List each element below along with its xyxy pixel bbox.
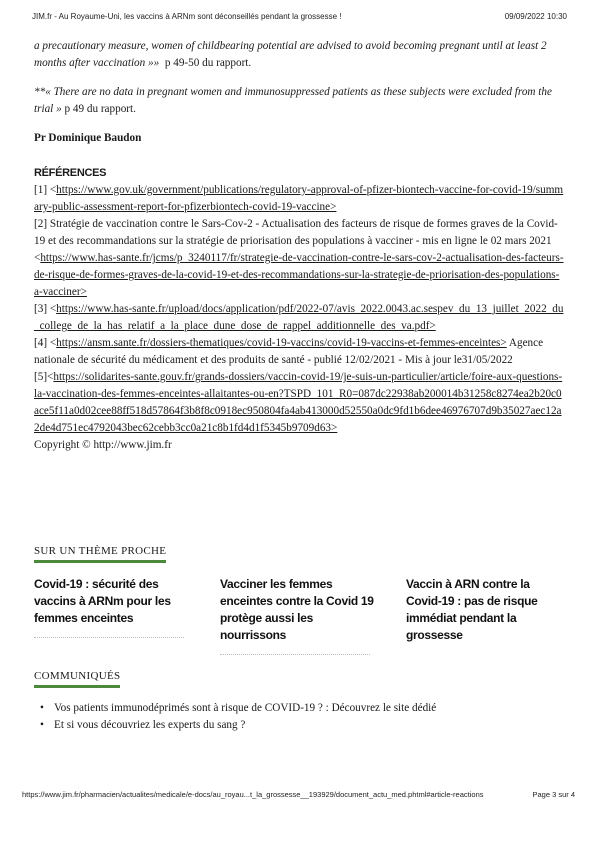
- related-section-title: SUR UN THÈME PROCHE: [34, 545, 166, 563]
- page-number: Page 3 sur 4: [532, 790, 575, 799]
- print-datetime: 09/09/2022 10:30: [504, 12, 567, 21]
- reference-3-link[interactable]: https://www.has-sante.fr/upload/docs/application/pdf/2022-07/avis_2022.0043.ac.sespev_du_13_juillet_2022_du_college_de_la_has_relatif_a_la_place_dune_dose_de_rappel_additionnelle_des_va.pdf>: [34, 303, 564, 332]
- print-header: [32, 12, 567, 21]
- bullet-icon: •: [40, 702, 44, 714]
- list-item[interactable]: [40, 700, 436, 717]
- references-heading: RÉFÉRENCES: [34, 167, 107, 179]
- quote-1-text: a precautionary measure, women of childbearing potential are advised to avoid becoming pregnant until at least 2 months after vaccination »»: [34, 40, 547, 69]
- related-card[interactable]: [406, 576, 564, 655]
- bullet-icon: •: [40, 719, 44, 731]
- print-footer: [22, 790, 575, 799]
- quote-1-source: p 49-50 du rapport.: [164, 57, 252, 69]
- card-divider: [220, 654, 370, 655]
- related-card-title[interactable]: Vaccin à ARN contre la Covid-19 : pas de risque immédiat pendant la grossesse: [406, 577, 538, 642]
- page-url: https://www.jim.fr/pharmacien/actualites/medicale/e-docs/au_royau...t_la_grossesse__193929/document_actu_med.phtml#article-reactions: [22, 790, 484, 799]
- related-card[interactable]: [220, 576, 378, 655]
- reference-1-prefix: [1] <: [34, 184, 57, 196]
- reference-4: [34, 335, 564, 369]
- quote-2-text: **« There are no data in pregnant women and immunosuppressed patients as these subjects were excluded from the trial »: [34, 86, 552, 115]
- communiques-list: [40, 700, 436, 734]
- article-body: [34, 38, 564, 454]
- reference-2-link[interactable]: https://www.has-sante.fr/jcms/p_3240117/fr/strategie-de-vaccination-contre-le-sars-cov-2-actualisation-des-facteurs-de-risque-de-formes-graves-de-la-covid-19-et-des-recommandations-sur-la-strategie-de-priorisation-des-populations-a-vacciner>: [34, 252, 564, 298]
- reference-4-link[interactable]: https://ansm.sante.fr/dossiers-thematiques/covid-19-vaccins/covid-19-vaccins-et-femmes-enceintes>: [56, 337, 507, 349]
- author-name: Pr Dominique Baudon: [34, 132, 142, 144]
- communique-link[interactable]: Et si vous découvriez les experts du sang ?: [54, 719, 246, 731]
- reference-3: [34, 301, 564, 335]
- related-card-title[interactable]: Covid-19 : sécurité des vaccins à ARNm pour les femmes enceintes: [34, 577, 171, 625]
- copyright: Copyright © http://www.jim.fr: [34, 439, 172, 451]
- quote-2-source: p 49 du rapport.: [64, 103, 136, 115]
- reference-2-prefix: [2] Stratégie de vaccination contre le Sars-Cov-2 - Actualisation des facteurs de risque de formes graves de la Covid-19 et des recommandations sur la stratégie de priorisation des populations à vacciner - mis en ligne le 02 mars 2021 <: [34, 218, 558, 264]
- related-card[interactable]: [34, 576, 192, 655]
- quote-2: [34, 84, 564, 118]
- reference-4-prefix: [4] <: [34, 337, 57, 349]
- reference-3-prefix: [3] <: [34, 303, 57, 315]
- related-card-title[interactable]: Vacciner les femmes enceintes contre la Covid 19 protège aussi les nourrissons: [220, 577, 374, 642]
- card-divider: [34, 637, 184, 638]
- reference-1-link[interactable]: https://www.gov.uk/government/publications/regulatory-approval-of-pfizer-biontech-vaccine-for-covid-19/summary-public-assessment-report-for-pfizerbiontech-covid-19-vaccine>: [34, 184, 564, 213]
- reference-4-suffix: Agence nationale de sécurité du médicament et des produits de santé - publié 12/02/2021 - Mis à jour le31/05/2022: [34, 337, 544, 366]
- list-item[interactable]: [40, 717, 436, 734]
- print-title: JIM.fr - Au Royaume-Uni, les vaccins à ARNm sont déconseillés pendant la grossesse !: [32, 12, 342, 21]
- reference-5-prefix: [5]<: [34, 371, 54, 383]
- reference-2: [34, 216, 564, 301]
- communiques-title: COMMUNIQUÉS: [34, 670, 120, 688]
- quote-1: [34, 38, 564, 72]
- reference-5-link[interactable]: https://solidarites-sante.gouv.fr/grands-dossiers/vaccin-covid-19/je-suis-un-particulier/article/foire-aux-questions-la-vaccination-des-femmes-enceintes-allaitantes-ou-en?TSPD_101_R0=087dc22938ab200014b31258c8274ea2b20c0ace5f11a0d02cee88ff518d57864f3b8f8c0918ec950804fa4ab413000d52550a0dc9fd1b6dee46976707d9b35027aec12a2de4d751ec4792043bec62cebb3cc0a21c8b1fd4d1f5345b9709d63>: [34, 371, 563, 434]
- reference-1: [34, 182, 564, 216]
- related-cards: [34, 576, 564, 655]
- reference-5: [34, 369, 564, 437]
- communique-link[interactable]: Vos patients immunodéprimés sont à risque de COVID-19 ? : Découvrez le site dédié: [54, 702, 437, 714]
